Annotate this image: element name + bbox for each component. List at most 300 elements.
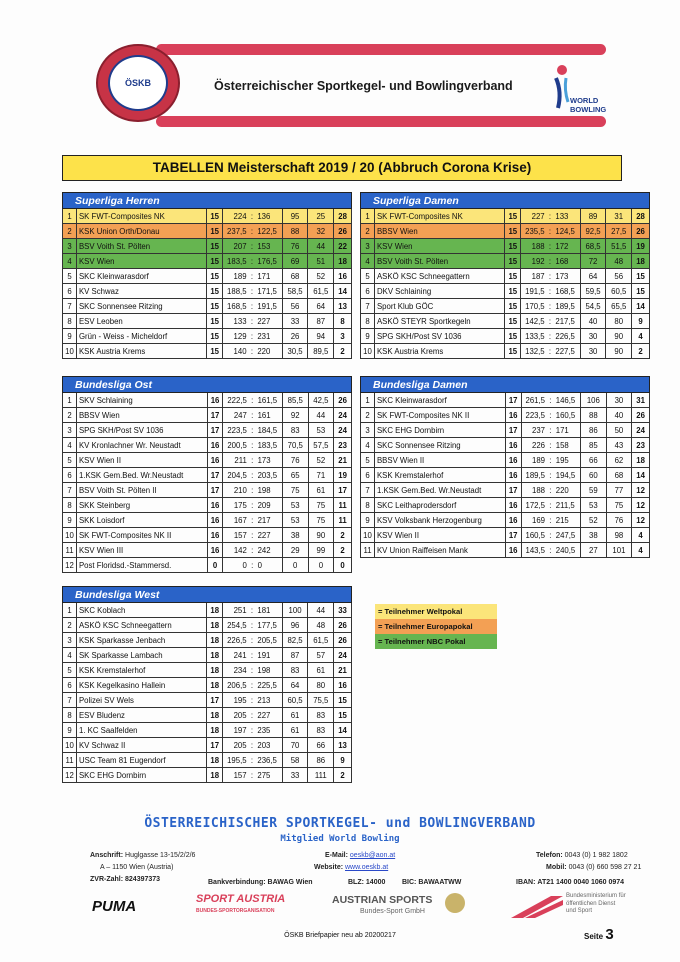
team-cell: 1.KSK Gem.Bed. Wr.Neustadt	[76, 468, 207, 483]
sets-lost-cell: 83	[308, 708, 334, 723]
points-against-cell: 161	[256, 408, 283, 423]
points-for-cell: 254,5	[223, 618, 249, 633]
points-for-cell: 195	[223, 693, 249, 708]
sets-won-cell: 38	[581, 528, 607, 543]
sets-lost-cell: 65,5	[606, 299, 632, 314]
sets-lost-cell: 61,5	[308, 633, 334, 648]
rank-cell: 6	[63, 678, 77, 693]
table-points-cell: 12	[632, 498, 650, 513]
games-cell: 16	[207, 498, 223, 513]
table-bundesliga-west	[62, 586, 352, 783]
points-for-cell: 168,5	[223, 299, 249, 314]
team-cell: DKV Schlaining	[374, 284, 504, 299]
legend-weltpokal: = Teilnehmer Weltpokal	[375, 604, 497, 619]
table-points-cell: 4	[632, 329, 650, 344]
team-cell: ESV Leoben	[76, 314, 206, 329]
points-against-cell: 205,5	[255, 633, 282, 648]
table-points-cell: 26	[334, 393, 352, 408]
team-cell: USC Team 81 Eugendorf	[76, 753, 206, 768]
points-for-cell: 189	[521, 453, 547, 468]
website-link[interactable]: www.oeskb.at	[345, 864, 389, 871]
sets-won-cell: 64	[580, 269, 606, 284]
rank-cell: 6	[63, 284, 77, 299]
sets-lost-cell: 61	[308, 483, 334, 498]
sets-lost-cell: 111	[308, 768, 334, 783]
points-for-cell: 237	[521, 423, 547, 438]
sets-lost-cell: 64	[308, 299, 334, 314]
points-for-cell: 234	[223, 663, 249, 678]
games-cell: 15	[505, 344, 521, 359]
sets-won-cell: 68	[282, 269, 308, 284]
separator-cell: :	[547, 284, 554, 299]
team-cell: KSV Wien	[76, 254, 206, 269]
separator-cell: :	[547, 344, 554, 359]
points-against-cell: 226,5	[553, 329, 580, 344]
team-cell: SKC Sonnensee Ritzing	[374, 438, 505, 453]
separator-cell: :	[249, 408, 256, 423]
sets-won-cell: 38	[282, 528, 308, 543]
table-points-cell: 28	[334, 209, 352, 224]
page-title: TABELLEN Meisterschaft 2019 / 20 (Abbruch Corona Krise)	[62, 155, 622, 181]
games-cell: 18	[207, 768, 223, 783]
separator-cell: :	[249, 438, 256, 453]
rank-cell: 6	[63, 468, 77, 483]
sets-lost-cell: 87	[308, 314, 334, 329]
games-cell: 17	[207, 483, 223, 498]
sets-won-cell: 75	[282, 483, 308, 498]
points-for-cell: 133,5	[521, 329, 547, 344]
table-row	[63, 483, 352, 498]
sets-lost-cell: 50	[606, 423, 632, 438]
separator-cell: :	[547, 468, 554, 483]
footer-mobile: Mobil: 0043 (0) 660 598 27 21	[546, 864, 642, 871]
table-row	[361, 393, 650, 408]
team-cell: SPG SKH/Post SV 1036	[76, 423, 207, 438]
points-against-cell: 136	[255, 209, 282, 224]
footer-bank: Bankverbindung: BAWAG Wien	[208, 879, 313, 886]
banner-stripe-top	[156, 44, 606, 55]
table-points-cell: 16	[334, 678, 352, 693]
points-against-cell: 168	[553, 254, 580, 269]
table-points-cell: 22	[334, 239, 352, 254]
points-for-cell: 0	[223, 558, 249, 573]
sets-won-cell: 86	[581, 423, 607, 438]
points-for-cell: 189	[223, 269, 249, 284]
sets-won-cell: 83	[282, 663, 308, 678]
games-cell: 15	[505, 284, 521, 299]
team-cell: KSK Austria Krems	[76, 344, 206, 359]
points-for-cell: 188	[521, 483, 547, 498]
sets-lost-cell: 77	[606, 483, 632, 498]
legend-nbc-pokal: = Teilnehmer NBC Pokal	[375, 634, 497, 649]
sets-won-cell: 87	[282, 648, 308, 663]
rank-cell: 7	[361, 299, 375, 314]
points-against-cell: 184,5	[256, 423, 283, 438]
separator-cell: :	[249, 528, 256, 543]
points-against-cell: 122,5	[255, 224, 282, 239]
games-cell: 18	[207, 603, 223, 618]
table-bundesliga-ost	[62, 376, 352, 573]
games-cell: 15	[207, 299, 223, 314]
rank-cell: 4	[361, 438, 375, 453]
table-row	[63, 498, 352, 513]
table-points-cell: 15	[334, 708, 352, 723]
team-cell: SK Sparkasse Lambach	[76, 648, 206, 663]
sets-lost-cell: 94	[308, 329, 334, 344]
points-for-cell: 235,5	[521, 224, 547, 239]
team-cell: SKC Kleinwarasdorf	[76, 269, 206, 284]
sets-lost-cell: 98	[606, 528, 632, 543]
team-cell: ASKÖ STEYR Sportkegeln	[374, 314, 504, 329]
sets-won-cell: 68,5	[580, 239, 606, 254]
points-against-cell: 124,5	[553, 224, 580, 239]
table-points-cell: 2	[334, 528, 352, 543]
team-cell: SKK Loisdorf	[76, 513, 207, 528]
team-cell: Post Floridsd.-Stammersd.	[76, 558, 207, 573]
points-against-cell: 158	[554, 438, 581, 453]
points-against-cell: 203,5	[256, 468, 283, 483]
table-row	[63, 438, 352, 453]
games-cell: 17	[207, 738, 223, 753]
separator-cell: :	[249, 648, 256, 663]
games-cell: 15	[505, 209, 521, 224]
points-against-cell: 217	[256, 513, 283, 528]
sets-won-cell: 69	[282, 254, 308, 269]
sets-won-cell: 58,5	[282, 284, 308, 299]
rank-cell: 3	[361, 239, 375, 254]
table-row	[63, 299, 352, 314]
table-row	[63, 393, 352, 408]
rank-cell: 5	[63, 663, 77, 678]
sets-won-cell: 53	[282, 513, 308, 528]
team-cell: BBSV Wien II	[374, 453, 505, 468]
games-cell: 15	[505, 254, 521, 269]
games-cell: 16	[505, 453, 521, 468]
points-against-cell: 231	[255, 329, 282, 344]
separator-cell: :	[249, 663, 256, 678]
team-cell: SK FWT-Composites NK	[374, 209, 504, 224]
sets-won-cell: 58	[282, 753, 308, 768]
separator-cell: :	[249, 209, 256, 224]
sets-won-cell: 100	[282, 603, 308, 618]
points-for-cell: 170,5	[521, 299, 547, 314]
email-link[interactable]: oeskb@aon.at	[349, 852, 396, 859]
points-against-cell: 153	[255, 239, 282, 254]
games-cell: 17	[207, 408, 223, 423]
footer-phone: Telefon: 0043 (0) 1 982 1802	[536, 852, 628, 859]
points-against-cell: 236,5	[255, 753, 282, 768]
rank-cell: 1	[63, 209, 77, 224]
rank-cell: 9	[63, 513, 77, 528]
rank-cell: 3	[63, 239, 77, 254]
table-points-cell: 2	[334, 344, 352, 359]
table-points-cell: 8	[334, 314, 352, 329]
table-row	[63, 633, 352, 648]
table-row	[361, 483, 650, 498]
points-for-cell: 192	[521, 254, 547, 269]
games-cell: 15	[207, 269, 223, 284]
sets-lost-cell: 68	[606, 468, 632, 483]
separator-cell: :	[249, 344, 256, 359]
points-against-cell: 215	[554, 513, 581, 528]
separator-cell: :	[249, 423, 256, 438]
team-cell: KSK Kremstalerhof	[76, 663, 206, 678]
team-cell: BSV Voith St. Pölten II	[76, 483, 207, 498]
games-cell: 16	[505, 468, 521, 483]
table-points-cell: 3	[334, 329, 352, 344]
separator-cell: :	[547, 483, 554, 498]
points-against-cell: 181	[255, 603, 282, 618]
separator-cell: :	[547, 239, 554, 254]
points-for-cell: 241	[223, 648, 249, 663]
sets-lost-cell: 31	[606, 209, 632, 224]
separator-cell: :	[249, 738, 256, 753]
sets-lost-cell: 90	[606, 344, 632, 359]
rank-cell: 8	[63, 708, 77, 723]
table-points-cell: 14	[334, 284, 352, 299]
points-against-cell: 133	[553, 209, 580, 224]
points-for-cell: 160,5	[521, 528, 547, 543]
points-for-cell: 188,5	[223, 284, 249, 299]
separator-cell: :	[547, 299, 554, 314]
team-cell: SPG SKH/Post SV 1036	[374, 329, 504, 344]
sets-won-cell: 92,5	[580, 224, 606, 239]
table-row	[63, 618, 352, 633]
rank-cell: 2	[63, 224, 77, 239]
rank-cell: 3	[63, 633, 77, 648]
team-cell: SKK Steinberg	[76, 498, 207, 513]
points-against-cell: 198	[256, 483, 283, 498]
points-against-cell: 176,5	[255, 254, 282, 269]
table-points-cell: 26	[334, 618, 352, 633]
games-cell: 16	[207, 513, 223, 528]
points-for-cell: 157	[223, 528, 249, 543]
games-cell: 18	[207, 633, 223, 648]
table-points-cell: 15	[632, 284, 650, 299]
points-for-cell: 205	[223, 738, 249, 753]
separator-cell: :	[547, 269, 554, 284]
separator-cell: :	[547, 209, 554, 224]
points-against-cell: 194,5	[554, 468, 581, 483]
team-cell: KSK Austria Krems	[374, 344, 504, 359]
sets-won-cell: 66	[581, 453, 607, 468]
table-points-cell: 18	[632, 453, 650, 468]
points-against-cell: 217,5	[553, 314, 580, 329]
table-row	[63, 693, 352, 708]
points-against-cell: 191	[255, 648, 282, 663]
games-cell: 15	[207, 314, 223, 329]
table-row	[63, 753, 352, 768]
table-row	[361, 423, 650, 438]
points-against-cell: 235	[255, 723, 282, 738]
sport-austria-logo: SPORT AUSTRIA	[196, 893, 286, 905]
sets-lost-cell: 42,5	[308, 393, 334, 408]
points-for-cell: 223,5	[521, 408, 547, 423]
sets-lost-cell: 76	[606, 513, 632, 528]
points-for-cell: 224	[223, 209, 249, 224]
sets-lost-cell: 0	[308, 558, 334, 573]
games-cell: 17	[505, 528, 521, 543]
sets-lost-cell: 75	[308, 513, 334, 528]
table-points-cell: 26	[334, 633, 352, 648]
sets-won-cell: 61	[282, 723, 308, 738]
rank-cell: 7	[63, 693, 77, 708]
rank-cell: 9	[361, 513, 375, 528]
table-row	[361, 543, 650, 558]
table-points-cell: 9	[632, 314, 650, 329]
table-row	[361, 468, 650, 483]
sets-lost-cell: 80	[606, 314, 632, 329]
table-row	[63, 723, 352, 738]
team-cell: SKC EHG Dornbirn	[374, 423, 505, 438]
separator-cell: :	[547, 329, 554, 344]
rank-cell: 10	[361, 344, 375, 359]
rank-cell: 10	[63, 738, 77, 753]
table-row	[361, 408, 650, 423]
table-points-cell: 2	[334, 768, 352, 783]
sets-lost-cell: 44	[308, 603, 334, 618]
points-against-cell: 220	[255, 344, 282, 359]
oeskb-seal-logo	[96, 44, 180, 122]
points-against-cell: 191,5	[255, 299, 282, 314]
points-for-cell: 237,5	[223, 224, 249, 239]
points-for-cell: 204,5	[223, 468, 249, 483]
games-cell: 15	[207, 209, 223, 224]
games-cell: 15	[207, 224, 223, 239]
footer-website: Website: www.oeskb.at	[314, 864, 389, 871]
team-cell: BSV Voith St. Pölten	[374, 254, 504, 269]
table-points-cell: 21	[334, 663, 352, 678]
team-cell: BBSV Wien	[76, 408, 207, 423]
separator-cell: :	[249, 314, 256, 329]
separator-cell: :	[249, 558, 256, 573]
sets-won-cell: 29	[282, 543, 308, 558]
team-cell: 1.KSK Gem.Bed. Wr.Neustadt	[374, 483, 505, 498]
team-cell: SKC Leithaprodersdorf	[374, 498, 505, 513]
separator-cell: :	[249, 633, 256, 648]
table-row	[361, 209, 650, 224]
table-row	[63, 254, 352, 269]
rank-cell: 4	[63, 648, 77, 663]
table-row	[63, 408, 352, 423]
separator-cell: :	[547, 543, 554, 558]
team-cell: SKC Kleinwarasdorf	[374, 393, 505, 408]
table-row	[361, 239, 650, 254]
points-against-cell: 171	[554, 423, 581, 438]
sets-lost-cell: 61	[308, 663, 334, 678]
separator-cell: :	[249, 693, 256, 708]
sets-lost-cell: 27,5	[606, 224, 632, 239]
table-row	[361, 299, 650, 314]
footer-address-city: A – 1150 Wien (Austria)	[100, 864, 174, 871]
rank-cell: 7	[361, 483, 375, 498]
separator-cell: :	[249, 224, 256, 239]
separator-cell: :	[249, 393, 256, 408]
table-points-cell: 13	[334, 738, 352, 753]
sets-won-cell: 85,5	[282, 393, 308, 408]
sets-won-cell: 30,5	[282, 344, 308, 359]
table-points-cell: 24	[334, 423, 352, 438]
table-points-cell: 16	[334, 269, 352, 284]
table-row	[63, 269, 352, 284]
sets-won-cell: 27	[581, 543, 607, 558]
points-for-cell: 227	[521, 209, 547, 224]
points-against-cell: 275	[255, 768, 282, 783]
table-row	[361, 513, 650, 528]
rank-cell: 5	[361, 453, 375, 468]
rank-cell: 9	[361, 329, 375, 344]
table-points-cell: 13	[334, 299, 352, 314]
table-title: Bundesliga Ost	[63, 377, 352, 393]
rank-cell: 10	[361, 528, 375, 543]
sets-won-cell: 106	[581, 393, 607, 408]
sets-won-cell: 33	[282, 314, 308, 329]
games-cell: 18	[207, 618, 223, 633]
table-points-cell: 23	[632, 438, 650, 453]
team-cell: SKC Sonnensee Ritzing	[76, 299, 206, 314]
separator-cell: :	[547, 528, 554, 543]
team-cell: KV Schwaz II	[76, 738, 206, 753]
rank-cell: 6	[361, 284, 375, 299]
separator-cell: :	[249, 299, 256, 314]
rank-cell: 10	[63, 528, 77, 543]
points-for-cell: 157	[223, 768, 249, 783]
table-row	[63, 344, 352, 359]
sets-won-cell: 95	[282, 209, 308, 224]
table-points-cell: 12	[632, 513, 650, 528]
world-bowling-icon	[552, 62, 572, 110]
rank-cell: 1	[63, 603, 77, 618]
table-points-cell: 19	[334, 468, 352, 483]
sets-lost-cell: 52	[308, 453, 334, 468]
team-cell: KV Union Raiffeisen Mank	[374, 543, 505, 558]
table-row	[361, 528, 650, 543]
games-cell: 18	[207, 648, 223, 663]
sets-won-cell: 52	[581, 513, 607, 528]
sets-lost-cell: 44	[308, 239, 334, 254]
sets-won-cell: 76	[282, 453, 308, 468]
team-cell: SKV Schlaining	[76, 393, 207, 408]
team-cell: 1. KC Saalfelden	[76, 723, 206, 738]
table-points-cell: 23	[334, 438, 352, 453]
table-row	[63, 513, 352, 528]
rank-cell: 1	[361, 209, 375, 224]
table-title: Bundesliga West	[63, 587, 352, 603]
sets-won-cell: 70,5	[282, 438, 308, 453]
table-points-cell: 18	[334, 254, 352, 269]
table-points-cell: 2	[632, 344, 650, 359]
separator-cell: :	[547, 224, 554, 239]
games-cell: 15	[505, 224, 521, 239]
points-against-cell: 0	[256, 558, 283, 573]
games-cell: 17	[505, 483, 521, 498]
sets-lost-cell: 56	[606, 269, 632, 284]
points-for-cell: 195,5	[223, 753, 249, 768]
rank-cell: 4	[63, 438, 77, 453]
points-against-cell: 247,5	[554, 528, 581, 543]
rank-cell: 9	[63, 329, 77, 344]
world-bowling-logo	[546, 54, 616, 116]
table-row	[63, 239, 352, 254]
page-number: Seite 3	[584, 926, 614, 943]
seal-text: ÖSKB	[124, 78, 151, 88]
team-cell: ESV Bludenz	[76, 708, 206, 723]
sets-won-cell: 89	[580, 209, 606, 224]
sets-won-cell: 56	[282, 299, 308, 314]
table-row	[63, 423, 352, 438]
table-points-cell: 0	[334, 558, 352, 573]
footer-address: Anschrift: Huglgasse 13-15/2/2/6	[90, 852, 196, 859]
